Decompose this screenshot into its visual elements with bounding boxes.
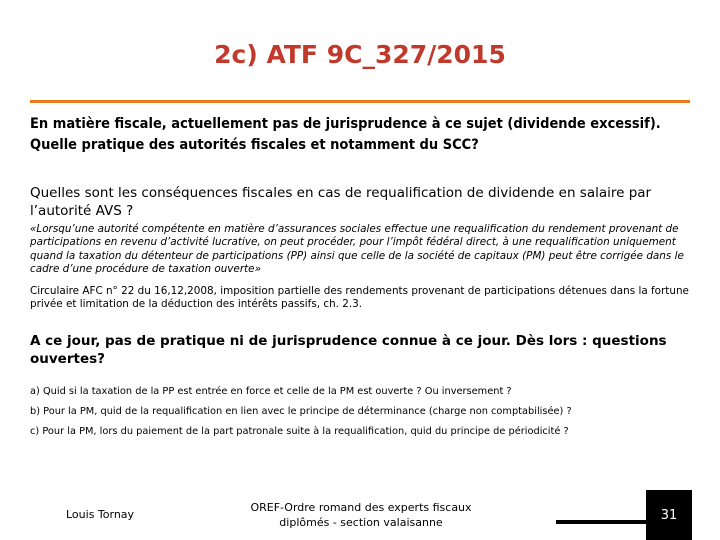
conclusion-text: A ce jour, pas de pratique ni de jurisprudence connue à ce jour. Dès lors : questions ouvertes? [30,333,667,367]
circulaire-reference: Circulaire AFC n° 22 du 16,12,2008, imposition partielle des rendements provenant de participations détenues dans la fortune privée et limitation de la déduction des intérêts passifs, ch. 2.3. [30,285,689,310]
page-title: 2c) ATF 9C_327/2015 [214,40,506,69]
list-item: c) Pour la PM, lors du paiement de la part patronale suite à la requalification, quid du principe de périodicité ? [30,426,569,437]
footer-author: Louis Tornay [66,508,135,521]
title-divider [30,100,690,103]
question-consequences: Quelles sont les conséquences fiscales en cas de requalification de dividende en salaire par l’autorité AVS ? [30,185,652,219]
question-fiscal: En matière fiscale, actuellement pas de jurisprudence à ce sujet (dividende excessif). Quelle pratique des autorités fiscales et notamment du SCC? [30,116,661,153]
footer-org-line1: OREF-Ordre romand des experts fiscaux [250,501,472,514]
page-number: 31 [646,490,692,540]
quote-text: «Lorsqu’une autorité compétente en matière d’assurances sociales effectue une requalification du rendement provenant de participations en revenu d’activité lucrative, on peut procéder, pour l’impôt fédéral direct, à une requalification uniquement quand la taxation du détenteur de participations (PP) ainsi que celle de la société de capitaux (PM) peut être corrigée dans le cadre d’une procédure de taxation ouverte» [30,223,684,276]
list-item: a) Quid si la taxation de la PP est entrée en force et celle de la PM est ouverte ? Ou inversement ? [30,386,512,397]
footer-org-line2: diplômés - section valaisanne [279,516,443,529]
footer-bar [556,520,646,524]
footer-organization [236,500,486,530]
list-item: b) Pour la PM, quid de la requalification en lien avec le principe de déterminance (charge non comptabilisée) ? [30,406,572,417]
